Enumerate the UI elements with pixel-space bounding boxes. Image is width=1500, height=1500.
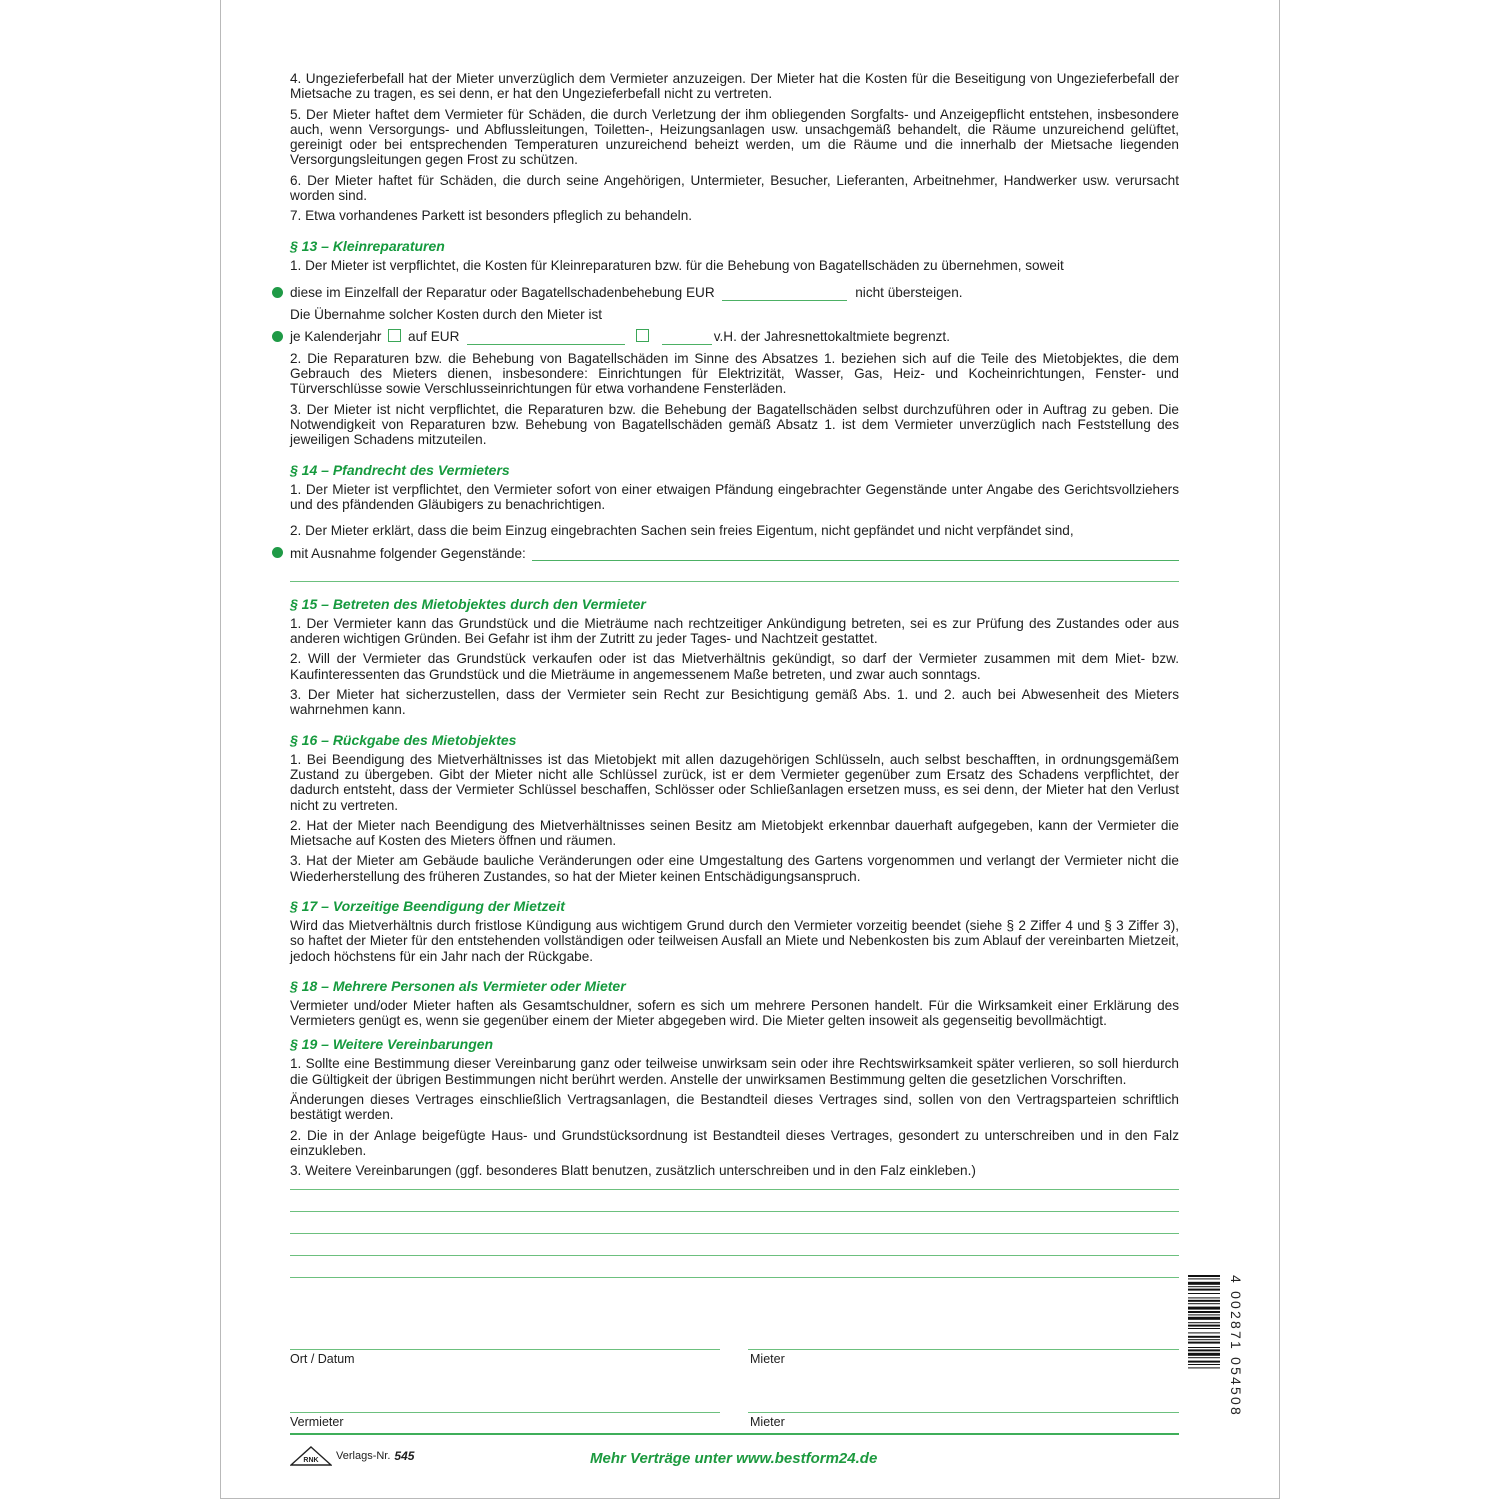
- publisher-number: 545: [394, 1449, 415, 1463]
- additional-agreements-line-2[interactable]: [290, 1211, 1179, 1212]
- publisher-info: [290, 1446, 414, 1466]
- sec13-p1c: Die Übernahme solcher Kosten durch den Mieter ist: [290, 307, 603, 323]
- fill-marker-bullet: [272, 547, 283, 558]
- sec12-p4: 4. Ungezieferbefall hat der Mieter unverzüglich dem Vermieter anzuzeigen. Der Mieter hat die Kosten für die Beseitigung von Ungezieferbefall der Mietsache zu tragen, es sei denn, er hat den Ungezieferbefall nicht zu vertreten.: [290, 71, 1179, 102]
- sec14-p2b: mit Ausnahme folgender Gegenstände:: [290, 545, 526, 561]
- publisher-label: Verlags-Nr.: [336, 1450, 391, 1462]
- publisher-logo-icon: [290, 1446, 332, 1466]
- sec18-p1: Vermieter und/oder Mieter haften als Gesamtschuldner, sofern es sich um mehrere Personen handelt. Für die Wirksamkeit einer Erklärung des Vermieters genügt es, wenn sie gegenüber einem der Mieter abgegeben wird. Die Mieter gelten insoweit als gegenseitig bevollmächtigt.: [290, 997, 1179, 1029]
- percent-input-line[interactable]: [662, 329, 712, 345]
- sec13-p2: 2. Die Reparaturen bzw. die Behebung von Bagatellschäden im Sinne des Absatzes 1. beziehen sich auf die Teile des Mietobjektes, die dem Gebrauch des Mieters dienen, insbesondere: Einrichtungen für Elektrizität, Wasser, Gas, Heiz- und Kocheinrichtungen, Fenster- und Türverschlüsse sowie Verschlusseinrichtungen für etwa vorhandene Fensterläden.: [290, 350, 1179, 397]
- footer-rule: [290, 1433, 1179, 1435]
- sec16-p1: 1. Bei Beendigung des Mietverhältnisses ist das Mietobjekt mit allen dazugehörigen Schlüsseln, auch selbst beschafften, in ordnungsgemäßem Zustand zu übergeben. Gibt der Mieter nicht alle Schlüssel zurück, ist er dem Vermieter gegenüber zum Ersatz des Schadens verpflichtet, der dadurch entsteht, dass der Vermieter Schlüssel beschaffen, Schlösser oder Schließanlagen ersetzen muss, es sei denn, der Mieter hat den Verlust nicht zu vertreten.: [290, 751, 1179, 813]
- sec19-p1b: Änderungen dieses Vertrages einschließlich Vertragsanlagen, die Bestandteil dieses Vertrages sind, sollen von den Vertragsparteien schriftlich bestätigt werden.: [290, 1092, 1179, 1123]
- sec12-p5: 5. Der Mieter haftet dem Vermieter für Schäden, die durch Verletzung der ihm obliegenden Sorgfalts- und Anzeigepflicht entstehen, insbesondere auch, wenn Versorgungs- und Abflussleitungen, Toiletten-, Heizungsanlagen usw. unsachgemäß behandelt, die Räume unzureichend gelüftet, gereinigt oder bei entsprechenden Temperaturen unzureichend beheizt werden, um die Räume und die innerhalb der Mietsache liegenden Versorgungsleitungen gegen Frost zu schützen.: [290, 106, 1179, 168]
- fill-marker-bullet: [272, 331, 283, 342]
- exceptions-input-line-2[interactable]: [290, 581, 1179, 582]
- exceptions-input-line[interactable]: [532, 545, 1179, 561]
- percent-checkbox[interactable]: [636, 329, 649, 342]
- sec14-heading: § 14 – Pfandrecht des Vermieters: [290, 461, 510, 478]
- sec15-heading: § 15 – Betreten des Mietobjektes durch den Vermieter: [290, 595, 646, 612]
- sec13-amount-row: [290, 285, 1179, 301]
- sec13-heading: § 13 – Kleinreparaturen: [290, 237, 445, 254]
- sec14-p2: 2. Der Mieter erklärt, dass die beim Einzug eingebrachten Sachen sein freies Eigentum, nicht gepfändet und nicht verpfändet sind,: [290, 523, 1074, 539]
- sec16-p3: 3. Hat der Mieter am Gebäude bauliche Veränderungen oder eine Umgestaltung des Gartens vorgenommen und verlangt der Vermieter nicht die Wiederherstellung des früheren Zustandes, so hat der Mieter keinen Entschädigungsanspruch.: [290, 853, 1179, 884]
- fill-marker-bullet: [272, 287, 283, 298]
- sec19-p2: 2. Die in der Anlage beigefügte Haus- und Grundstücksordnung ist Bestandteil dieses Vertrages, gesondert zu unterschreiben und in den Falz einzukleben.: [290, 1127, 1179, 1158]
- sec19-p3: 3. Weitere Vereinbarungen (ggf. besonderes Blatt benutzen, zusätzlich unterschreiben und in den Falz einkleben.): [290, 1163, 976, 1179]
- sec12-p6: 6. Der Mieter haftet für Schäden, die durch seine Angehörigen, Untermieter, Besucher, Lieferanten, Arbeitnehmer, Handwerker usw. verursacht worden sind.: [290, 172, 1179, 204]
- vermieter-label: Vermieter: [290, 1415, 344, 1429]
- sec15-p3: 3. Der Mieter hat sicherzustellen, dass der Vermieter sein Recht zur Besichtigung gemäß Abs. 1. und 2. auch bei Abwesenheit des Mieters wahrnehmen kann.: [290, 687, 1179, 718]
- sec15-p1: 1. Der Vermieter kann das Grundstück und die Mieträume nach rechtzeitiger Ankündigung betreten, sei es zur Prüfung des Zustandes oder aus anderen wichtigen Gründen. Bei Gefahr ist ihm der Zutritt zu jeder Tages- und Nachtzeit gestattet.: [290, 615, 1179, 647]
- barcode-number: [1198, 1275, 1250, 1455]
- kalenderjahr-checkbox[interactable]: [388, 329, 401, 342]
- vermieter-signature-line[interactable]: [290, 1412, 720, 1413]
- ort-datum-label: Ort / Datum: [290, 1352, 355, 1366]
- ort-datum-signature-line[interactable]: [290, 1349, 720, 1350]
- amount-input-line[interactable]: [722, 285, 847, 301]
- sec13-amount-post: nicht übersteigen.: [855, 284, 963, 300]
- sec15-p2: 2. Will der Vermieter das Grundstück verkaufen oder ist das Mietverhältnis gekündigt, so darf der Vermieter zusammen mit dem Miet- bzw. Kaufinteressenten das Grundstück und die Mieträume in angemessenem Maße betreten, und zwar auch sonntags.: [290, 651, 1179, 682]
- mieter-label-2: Mieter: [750, 1415, 785, 1429]
- more-contracts-link[interactable]: Mehr Verträge unter www.bestform24.de: [590, 1450, 878, 1467]
- sec13-p3: 3. Der Mieter ist nicht verpflichtet, die Reparaturen bzw. die Behebung der Bagatellschäden selbst durchzuführen oder in Auftrag zu geben. Die Notwendigkeit von Reparaturen bzw. Behebung von Bagatellschäden gemäß Absatz 1. ist dem Vermieter unverzüglich nach Feststellung des jeweiligen Schadens mitzuteilen.: [290, 401, 1179, 448]
- sec16-heading: § 16 – Rückgabe des Mietobjektes: [290, 731, 517, 748]
- contract-body: [290, 71, 1179, 1278]
- additional-agreements-line-5[interactable]: [290, 1277, 1179, 1278]
- sec18-heading: § 18 – Mehrere Personen als Vermieter oder Mieter: [290, 977, 626, 994]
- sec19-heading: § 19 – Weitere Vereinbarungen: [290, 1036, 494, 1053]
- sec13-p1: 1. Der Mieter ist verpflichtet, die Kosten für Kleinreparaturen bzw. für die Behebung von Bagatellschäden zu übernehmen, soweit: [290, 257, 1064, 273]
- mieter-signature-line-2[interactable]: [748, 1412, 1179, 1413]
- mieter-signature-line-1[interactable]: [748, 1349, 1179, 1350]
- additional-agreements-line-3[interactable]: [290, 1233, 1179, 1234]
- sec17-p1: Wird das Mietverhältnis durch fristlose Kündigung aus wichtigem Grund durch den Vermieter vorzeitig beendet (siehe § 2 Ziffer 4 und § 3 Ziffer 3), so haftet der Mieter für den entstehenden vollständigen oder teilweisen Ausfall an Miete und Nebenkosten bis zum Ablauf der vereinbarten Mietzeit, jedoch höchstens für ein Jahr nach der Rückgabe.: [290, 917, 1179, 964]
- mieter-label-1: Mieter: [750, 1352, 785, 1366]
- additional-agreements-line-4[interactable]: [290, 1255, 1179, 1256]
- publisher-logo-text: RNK: [303, 1457, 319, 1464]
- sec12-p7: 7. Etwa vorhandenes Parkett ist besonders pfleglich zu behandeln.: [290, 208, 693, 224]
- sec16-p2: 2. Hat der Mieter nach Beendigung des Mietverhältnisses seinen Besitz am Mietobjekt erkennbar dauerhaft aufgegeben, kann der Vermieter die Mietsache auf Kosten des Mieters öffnen und räumen.: [290, 817, 1179, 849]
- sec14-exceptions-row: [290, 545, 1179, 561]
- sec17-heading: § 17 – Vorzeitige Beendigung der Mietzeit: [290, 897, 565, 914]
- sec13-limit-a: je Kalenderjahr: [290, 328, 382, 344]
- sec13-amount-pre: diese im Einzelfall der Reparatur oder Bagatellschadenbehebung EUR: [290, 284, 715, 300]
- sec19-p1: 1. Sollte eine Bestimmung dieser Vereinbarung ganz oder teilweise unwirksam sein oder ihre Rechtswirksamkeit später verlieren, so soll hierdurch die Gültigkeit der übrigen Bestimmungen nicht berührt werden. Anstelle der unwirksamen Bestimmung gelten die gesetzlichen Vorschriften.: [290, 1056, 1179, 1087]
- barcode-digits-text: 4 002871 054508: [1228, 1275, 1244, 1417]
- sec13-limit-row: [290, 329, 1179, 345]
- eur-input-line[interactable]: [467, 329, 625, 345]
- sec14-p1: 1. Der Mieter ist verpflichtet, den Vermieter sofort von einer etwaigen Pfändung eingebrachter Gegenstände unter Angabe des Gerichtsvollziehers und des pfändenden Gläubigers zu benachrichtigen.: [290, 481, 1179, 512]
- sec13-limit-c: v.H. der Jahresnettokaltmiete begrenzt.: [713, 328, 950, 344]
- additional-agreements-line-1[interactable]: [290, 1189, 1179, 1190]
- sec13-limit-b: auf EUR: [408, 328, 460, 344]
